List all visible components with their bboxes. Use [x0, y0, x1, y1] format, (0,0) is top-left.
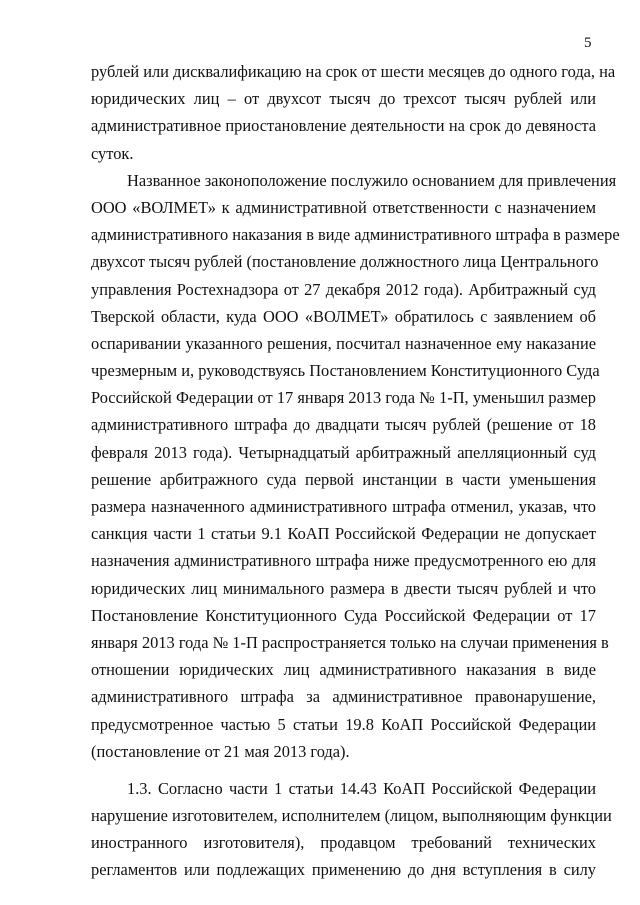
document-body [91, 58, 620, 884]
text-line: административного наказания в виде административного штрафа в размере [91, 225, 620, 245]
text-line: санкция части 1 статьи 9.1 КоАП Российской Федерации не допускает [91, 524, 596, 544]
paragraph [91, 775, 612, 884]
page-number: 5 [584, 35, 592, 51]
text-line: административного штрафа до двадцати тысяч рублей (решение от 18 [91, 415, 596, 435]
text-line: чрезмерным и, руководствуясь Постановлением Конституционного Суда [91, 361, 600, 381]
text-line: февраля 2013 года). Четырнадцатый арбитражный апелляционный суд [91, 442, 596, 462]
text-line: отношении юридических лиц административного наказания в виде [91, 660, 596, 680]
text-line: (постановление от 21 мая 2013 года). [91, 741, 350, 761]
paragraph-gap [91, 765, 596, 775]
text-line: юридических лиц минимального размера в двести тысяч рублей и что [91, 578, 596, 598]
text-line: Постановление Конституционного Суда Российской Федерации от 17 [91, 605, 596, 625]
text-line: Тверской области, куда ООО «ВОЛМЕТ» обратилось с заявлением об [91, 306, 596, 326]
text-line: иностранного изготовителя), продавцом требований технических [91, 833, 596, 853]
text-line: решение арбитражного суда первой инстанции в части уменьшения [91, 469, 596, 489]
paragraph [91, 167, 620, 765]
text-line: января 2013 года № 1-П распространяется только на случаи применения в [91, 632, 609, 652]
text-line: Названное законоположение послужило основанием для привлечения [127, 170, 617, 190]
text-line: ООО «ВОЛМЕТ» к административной ответственности с назначением [91, 197, 596, 217]
text-line: рублей или дисквалификацию на срок от шести месяцев до одного года, на [91, 62, 616, 81]
text-line: юридических лиц – от двухсот тысяч до трехсот тысяч рублей или [91, 89, 596, 109]
text-line: двухсот тысяч рублей (постановление должностного лица Центрального [91, 252, 599, 272]
text-line: назначения административного штрафа ниже предусмотренного ею для [91, 551, 596, 571]
text-line: размера назначенного административного штрафа отменил, указав, что [91, 497, 596, 516]
text-line: регламентов или подлежащих применению до дня вступления в силу [91, 860, 596, 880]
text-line: нарушение изготовителем, исполнителем (лицом, выполняющим функции [91, 806, 612, 826]
text-line: административное приостановление деятельности на срок до девяноста [91, 116, 596, 136]
text-line: оспаривании указанного решения, посчитал назначенное ему наказание [91, 333, 596, 353]
text-line: суток. [91, 143, 134, 163]
text-line: предусмотренное частью 5 статьи 19.8 КоАП Российской Федерации [91, 714, 596, 734]
text-line: 1.3. Согласно части 1 статьи 14.43 КоАП Российской Федерации [127, 778, 596, 798]
text-line: административного штрафа за административное правонарушение, [91, 687, 596, 707]
text-line: управления Ростехнадзора от 27 декабря 2012 года). Арбитражный суд [91, 279, 596, 299]
text-line: Российской Федерации от 17 января 2013 года № 1-П, уменьшил размер [91, 388, 596, 408]
paragraph [91, 58, 616, 167]
